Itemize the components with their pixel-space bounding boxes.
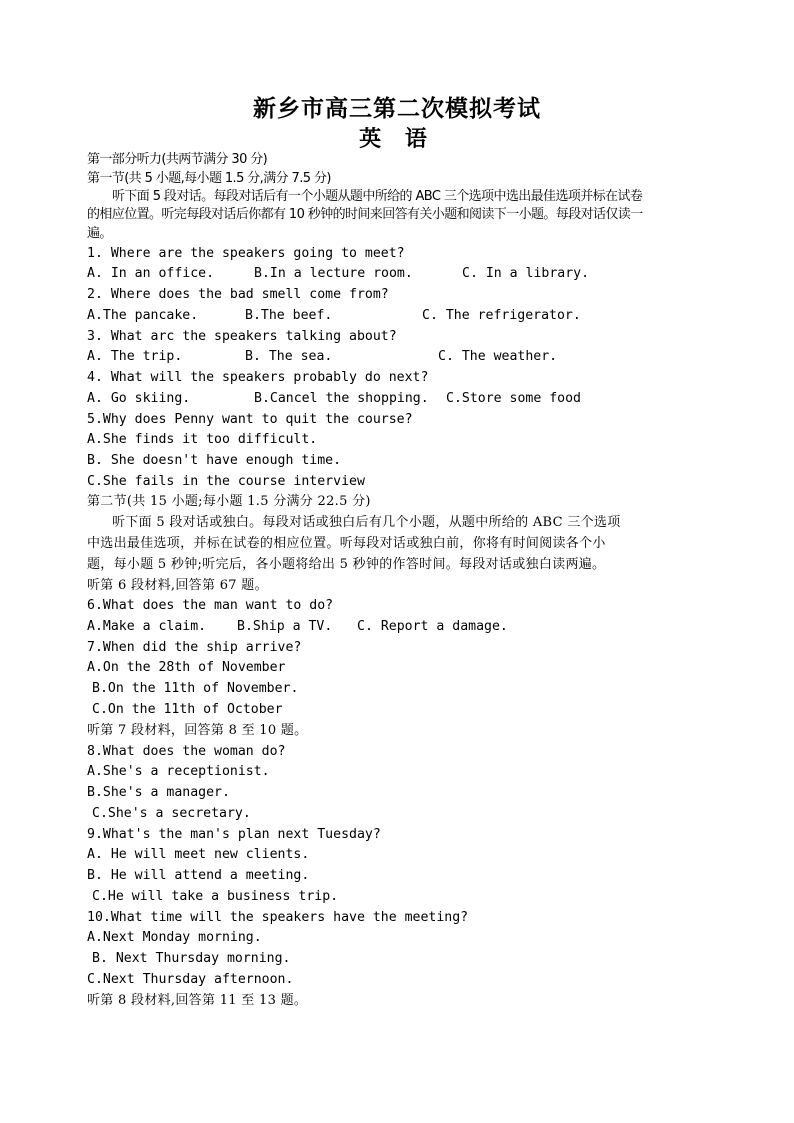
option-b: B. She doesn't have enough time. (87, 453, 342, 468)
option-a: A.The pancake. (87, 308, 199, 323)
option-b: B.On the 11th of November. (92, 681, 299, 696)
option-a: A.She's a receptionist. (87, 764, 270, 779)
option-c: C. Report a damage. (357, 619, 508, 634)
option-a: A. In an office. (87, 266, 215, 281)
exam-title: 新乡市高三第二次模拟考试 (253, 95, 541, 122)
section1-heading: 第一节(共 5 小题,每小题 1.5 分,满分 7.5 分) (87, 171, 331, 186)
question-10: 10.What time will the speakers have the meeting? (87, 910, 469, 925)
material-7-note: 听第 7 段材料，回答第 8 至 10 题。 (87, 723, 308, 738)
option-b: B.In a lecture room. (254, 266, 413, 281)
option-c: C.She fails in the course interview (87, 474, 365, 489)
option-c: C. The weather. (438, 349, 558, 364)
question-8: 8.What does the woman do? (87, 744, 286, 759)
option-a: A.Next Monday morning. (87, 930, 262, 945)
question-5: 5.Why does Penny want to quit the course? (87, 412, 413, 427)
material-6-note: 听第 6 段材料,回答第 67 题。 (87, 578, 268, 593)
option-c: C. The refrigerator. (422, 308, 581, 323)
section2-heading: 第二节(共 15 小题;每小题 1.5 分满分 22.5 分) (87, 494, 371, 509)
exam-subject: 英 语 (359, 126, 435, 152)
option-a: A.On the 28th of November (87, 660, 286, 675)
question-1: 1. Where are the speakers going to meet? (87, 246, 405, 261)
section2-instruction-line: 题，每小题 5 秒钟;听完后，各小题将给出 5 秒钟的作答时间。每段对话或独白读两遍。 (87, 557, 606, 572)
option-c: C.Next Thursday afternoon. (87, 972, 294, 987)
option-c: C. In a library. (462, 266, 590, 281)
question-3: 3. What arc the speakers talking about? (87, 329, 397, 344)
option-c: C.She's a secretary. (92, 806, 251, 821)
section1-instruction-line: 遍。 (87, 226, 112, 241)
option-a: A. Go skiing. (87, 391, 191, 406)
section2-instruction-line: 中选出最佳选项，并标在试卷的相应位置。听每段对话或独白前，你将有时间阅读各个小 (87, 536, 606, 551)
material-8-note: 听第 8 段材料,回答第 11 至 13 题。 (87, 993, 308, 1008)
section1-instruction-line: 的相应位置。听完每段对话后你都有 10 秒钟的时间来回答有关小题和阅读下一小题。每段对话仅读一 (87, 207, 643, 222)
option-b: B.The beef. (245, 308, 333, 323)
option-b: B.Ship a TV. (237, 619, 333, 634)
option-b: B.Cancel the shopping. (254, 391, 429, 406)
question-2: 2. Where does the bad smell come from? (87, 287, 389, 302)
option-a: A. He will meet new clients. (87, 847, 310, 862)
option-c: C.Store some food (446, 391, 581, 406)
question-9: 9.What's the man's plan next Tuesday? (87, 827, 381, 842)
option-b: B. Next Thursday morning. (92, 951, 291, 966)
option-c: C.On the 11th of October (92, 702, 283, 717)
option-b: B.She's a manager. (87, 785, 230, 800)
option-b: B. He will attend a meeting. (87, 868, 310, 883)
option-a: A.Make a claim. (87, 619, 207, 634)
section2-instruction-line: 听下面 5 段对话或独白。每段对话或独白后有几个小题，从题中所给的 ABC 三个选项 (112, 515, 621, 530)
question-6: 6.What does the man want to do? (87, 598, 334, 613)
option-a: A. The trip. (87, 349, 183, 364)
section1-instruction-line: 听下面 5 段对话。每段对话后有一个小题从题中所给的 ABC 三个选项中选出最佳选项并标在试卷 (112, 189, 643, 204)
option-a: A.She finds it too difficult. (87, 432, 318, 447)
question-7: 7.When did the ship arrive? (87, 640, 302, 655)
option-b: B. The sea. (245, 349, 333, 364)
question-4: 4. What will the speakers probably do next? (87, 370, 429, 385)
option-c: C.He will take a business trip. (92, 889, 339, 904)
part1-heading: 第一部分听力(共两节满分 30 分) (87, 152, 268, 167)
